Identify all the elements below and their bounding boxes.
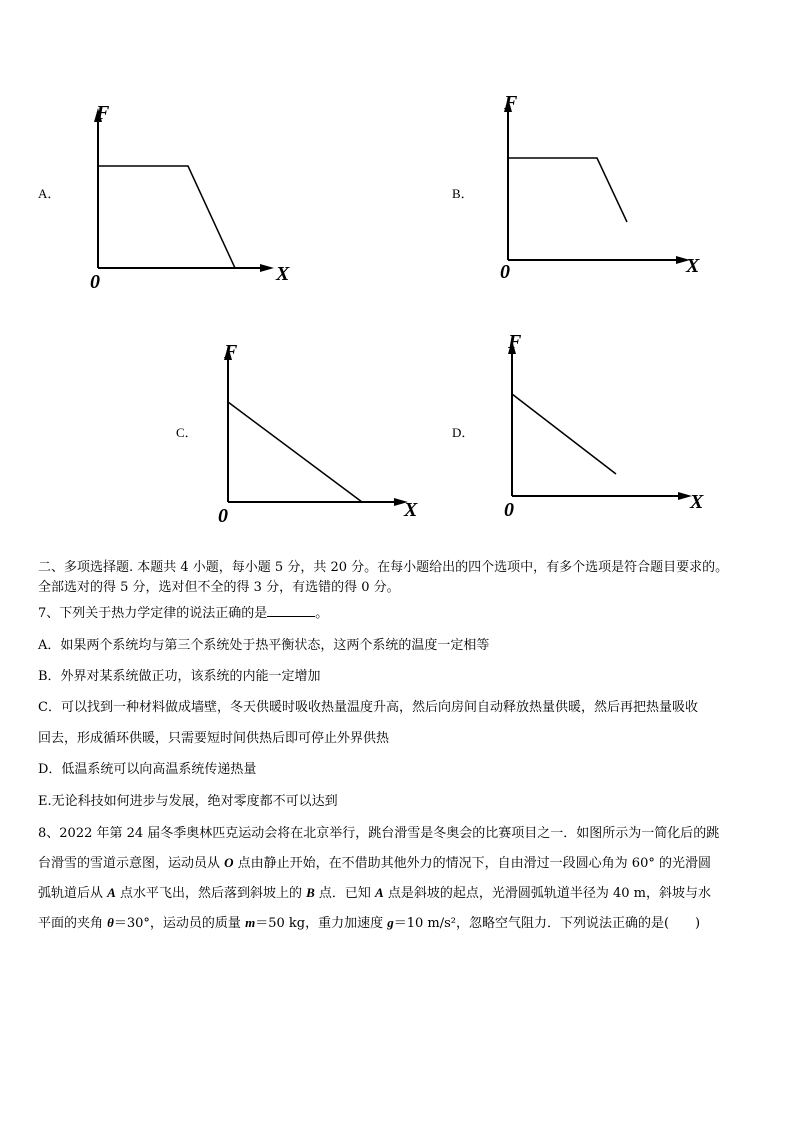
q8-text: 点水平飞出，然后落到斜坡上的 [115, 886, 307, 901]
q7-option-b: B．外界对某系统做正功，该系统的内能一定增加 [38, 669, 321, 684]
force-curve [508, 158, 627, 222]
origin-label: 0 [504, 499, 514, 521]
x-axis-label: X [404, 499, 418, 521]
q8-text: ＝30°，运动员的质量 [113, 916, 246, 931]
q7-option-d: D．低温系统可以向高温系统传递热量 [38, 762, 257, 777]
x-axis-label: X [690, 491, 704, 513]
origin-label: 0 [218, 505, 228, 527]
q8-text: 平面的夹角 [38, 916, 108, 931]
q8-text: 点．已知 [314, 886, 376, 901]
q8-line4 [38, 912, 700, 931]
point-b-symbol: B [306, 885, 315, 900]
y-axis-label: F [504, 92, 518, 114]
q8-text: 点由静止开始，在不借助其他外力的情况下，自由滑过一段圆心角为 60° 的光滑圆 [233, 856, 711, 871]
gravity-symbol: g [387, 915, 394, 930]
section-header-line2: 全部选对的得 5 分，选对但不全的得 3 分，有选错的得 0 分。 [38, 580, 400, 595]
q8-line3 [38, 882, 711, 901]
x-axis-arrow [260, 264, 274, 272]
graph-b [490, 88, 710, 284]
force-curve [98, 166, 235, 268]
point-a-symbol: A [375, 885, 384, 900]
origin-label: 0 [500, 261, 510, 283]
graph-d [494, 326, 714, 522]
graph-a [80, 98, 300, 294]
point-a-symbol: A [107, 885, 116, 900]
option-label-a: A． [38, 186, 61, 201]
force-curve [228, 402, 362, 502]
option-label-d: D． [452, 425, 475, 440]
q7-stem [38, 602, 328, 621]
graph-c [210, 332, 430, 528]
q8-text: ＝10 m/s²，忽略空气阻力．下列说法正确的是( ) [393, 916, 701, 931]
q7-option-c-line1: C．可以找到一种材料做成墙壁，冬天供暖时吸收热量温度升高，然后向房间自动释放热量供暖，然后再把热量吸收 [38, 700, 698, 715]
q7-option-a: A．如果两个系统均与第三个系统处于热平衡状态，这两个系统的温度一定相等 [38, 638, 490, 653]
point-o-symbol: O [224, 855, 234, 870]
q8-text: ＝50 kg，重力加速度 [255, 916, 388, 931]
origin-label: 0 [90, 271, 100, 293]
theta-symbol: θ [107, 915, 114, 930]
x-axis-label: X [686, 255, 700, 277]
q7-option-e: E.无论科技如何进步与发展，绝对零度都不可以达到 [38, 794, 338, 809]
option-label-c: C． [176, 425, 198, 440]
y-axis-label: F [508, 331, 522, 353]
answer-blank [267, 604, 315, 617]
mass-symbol: m [245, 915, 256, 930]
q7-stem-end: 。 [315, 606, 329, 621]
q8-line1: 8、2022 年第 24 届冬季奥林匹克运动会将在北京举行，跳台滑雪是冬奥会的比赛项目之一．如图所示为一简化后的跳 [38, 826, 720, 841]
q8-text: 点是斜坡的起点，光滑圆弧轨道半径为 40 m，斜坡与水 [383, 886, 711, 901]
section-header-line1: 二、多项选择题. 本题共 4 小题，每小题 5 分，共 20 分。在每小题给出的四个选项中，有多个选项是符合题目要求的。 [38, 560, 729, 575]
q8-text: 弧轨道后从 [38, 886, 108, 901]
q8-line2 [38, 852, 711, 871]
y-axis-label: F [96, 102, 110, 124]
x-axis-label: X [276, 263, 290, 285]
q7-option-c-line2: 回去，形成循环供暖，只需要短时间供热后即可停止外界供热 [38, 731, 390, 746]
q7-stem-text: 7、下列关于热力学定律的说法正确的是 [38, 606, 268, 621]
force-curve [512, 394, 616, 474]
q8-text: 台滑雪的雪道示意图，运动员从 [38, 856, 225, 871]
y-axis-label: F [224, 341, 238, 363]
option-label-b: B． [452, 186, 474, 201]
